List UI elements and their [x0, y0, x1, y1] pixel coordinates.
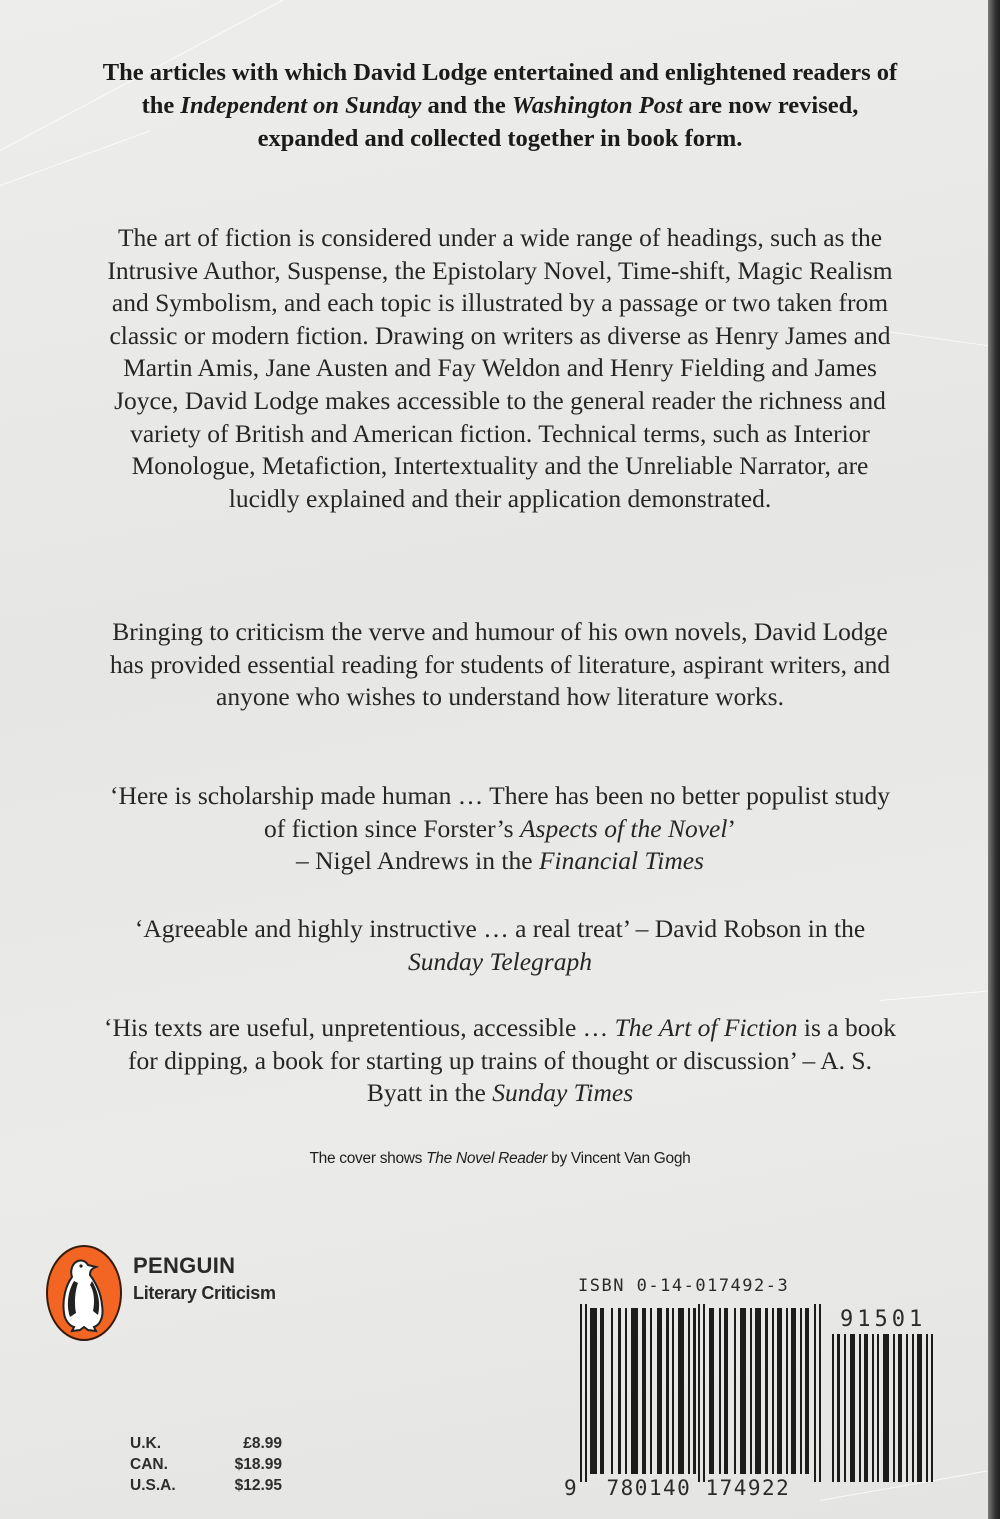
price-value: £8.99	[243, 1435, 282, 1452]
paper-crease	[880, 990, 990, 1001]
price-region: U.K.	[130, 1435, 161, 1452]
review-quote	[100, 913, 900, 978]
series-name: Literary Criticism	[133, 1283, 276, 1303]
summary-paragraph: Bringing to criticism the verve and humour of his own novels, David Lodge has provided essential reading for students of literature, aspirant writers, and anyone who wishes to understand how literature works.	[109, 617, 891, 712]
cover-credit	[100, 1150, 900, 1168]
ean-right-digits: 174922	[705, 1476, 791, 1500]
penguin-logo-icon	[44, 1243, 124, 1343]
credit-text: The cover shows	[309, 1150, 427, 1167]
quote-text: ‘Here is scholarship made human … There has been no better populist study of fiction since Forster’s	[110, 781, 890, 843]
quote-text: is a book for dipping, a book for starting up trains of thought or discussion’ – A. S. Byatt in the	[128, 1013, 896, 1108]
review-quote	[100, 780, 900, 878]
lead-blurb	[100, 56, 900, 155]
ean-first-digit: 9	[564, 1476, 579, 1500]
barcode-addon	[830, 1334, 942, 1482]
barcode-addon-digits: 91501	[840, 1307, 927, 1332]
lead-text: and the	[421, 92, 512, 119]
quote-source: Sunday Telegraph	[408, 946, 592, 976]
quote-attribution: – Nigel Andrews in the	[296, 846, 539, 876]
quote-text: ‘Agreeable and highly instructive … a real treat’ – David Robson in the	[134, 914, 866, 943]
ean-digits	[564, 1476, 790, 1500]
credit-text: by Vincent Van Gogh	[547, 1150, 691, 1167]
lead-publication-title: Washington Post	[511, 92, 683, 119]
ean-left-digits: 780140	[606, 1476, 692, 1500]
quote-source: Sunday Times	[492, 1078, 634, 1108]
book-spine-edge	[988, 0, 1000, 1519]
price-row	[130, 1433, 282, 1454]
lead-text: The articles with which David Lodge entertained and enlightened readers of the	[102, 59, 898, 119]
quote-book-title: Aspects of the Novel	[519, 813, 728, 843]
ean-barcode	[578, 1304, 832, 1482]
price-row	[130, 1475, 282, 1496]
review-quote	[100, 1012, 900, 1110]
price-value: $12.95	[234, 1477, 282, 1494]
painting-title: The Novel Reader	[426, 1150, 548, 1167]
price-region: U.S.A.	[130, 1477, 176, 1494]
lead-text: are now revised, expanded and collected together in book form.	[257, 92, 859, 152]
description-paragraph: The art of fiction is considered under a wide range of headings, such as the Intrusive Author, Suspense, the Epistolary Novel, Time-shift, Magic Realism and Symbolism, and each topic is illustrated by a passage or two taken from classic or modern fiction. Drawing on writers as diverse as Henry James and Martin Amis, Jane Austen and Fay Weldon and Henry Fielding and James Joyce, David Lodge makes accessible to the general reader the richness and variety of British and American fiction. Technical terms, such as Interior Monologue, Metafiction, Intertextuality and the Unreliable Narrator, are lucidly explained and their application demonstrated.	[107, 223, 893, 513]
publisher-block	[133, 1252, 276, 1306]
isbn-label: ISBN 0-14-017492-3	[578, 1276, 790, 1296]
price-row	[130, 1454, 282, 1475]
quote-text: ‘His texts are useful, unpretentious, accessible …	[104, 1013, 615, 1042]
quote-text: ’	[727, 813, 736, 843]
quote-book-title: The Art of Fiction	[614, 1013, 798, 1042]
lead-publication-title: Independent on Sunday	[180, 92, 422, 119]
publisher-name: PENGUIN	[133, 1253, 236, 1278]
price-list	[130, 1433, 282, 1496]
quote-source: Financial Times	[538, 846, 704, 876]
price-value: $18.99	[234, 1456, 282, 1473]
price-region: CAN.	[130, 1456, 168, 1473]
